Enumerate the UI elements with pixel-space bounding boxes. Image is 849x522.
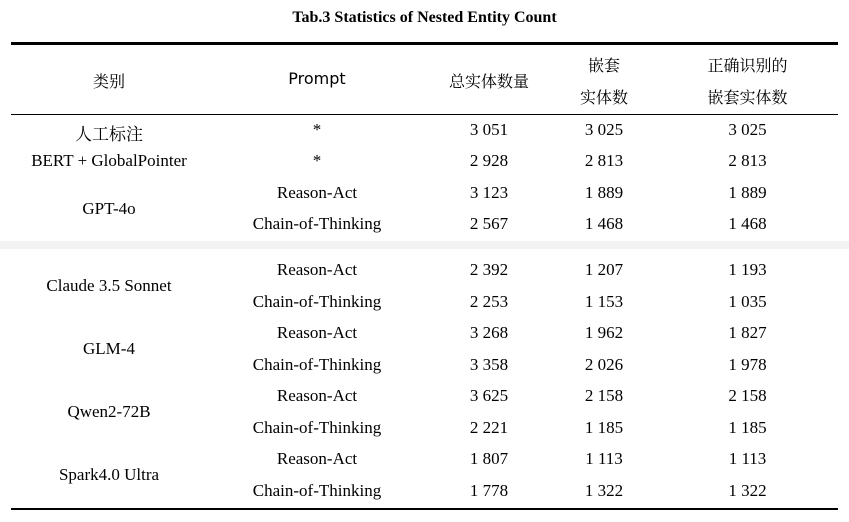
prompt-cell: Chain-of-Thinking	[252, 355, 382, 374]
total-cell: 3 625	[469, 386, 509, 405]
nested-cell: 2 158	[584, 386, 624, 405]
group-name: GPT-4o	[82, 199, 136, 218]
header-correct-nested-line1: 正确识别的	[707, 56, 788, 75]
nested-cell: 1 113	[585, 449, 623, 468]
correct-cell: 2 158	[728, 386, 767, 405]
correct-cell: 1 193	[728, 260, 767, 279]
nested-cell: 2 026	[584, 355, 624, 374]
top-rule	[11, 42, 838, 45]
correct-cell: 1 889	[728, 183, 767, 202]
header-nested-line2: 实体数	[579, 88, 628, 107]
prompt-cell: *	[312, 151, 322, 170]
nested-cell: 1 185	[584, 418, 624, 437]
nested-cell: 3 025	[584, 120, 624, 139]
correct-cell: 1 113	[728, 449, 767, 468]
prompt-cell: Chain-of-Thinking	[252, 418, 382, 437]
page-break	[0, 241, 849, 249]
group-name: BERT + GlobalPointer	[31, 151, 187, 170]
correct-cell: 1 322	[728, 481, 767, 500]
prompt-cell: Reason-Act	[276, 386, 358, 405]
total-cell: 3 123	[469, 183, 509, 202]
header-nested-line1: 嵌套	[587, 56, 620, 75]
nested-cell: 1 207	[584, 260, 624, 279]
group-name: 人工标注	[75, 125, 143, 144]
header-rule	[11, 114, 838, 115]
total-cell: 2 253	[469, 292, 509, 311]
correct-cell: 2 813	[728, 151, 767, 170]
bottom-rule	[11, 508, 838, 510]
group-name: Spark4.0 Ultra	[58, 465, 160, 484]
header-total-entities: 总实体数量	[448, 72, 529, 91]
total-cell: 2 392	[469, 260, 509, 279]
group-name: Claude 3.5 Sonnet	[46, 276, 172, 295]
correct-cell: 3 025	[728, 120, 767, 139]
prompt-cell: Reason-Act	[276, 449, 358, 468]
header-correct-nested-line2: 嵌套实体数	[707, 88, 788, 107]
prompt-cell: Reason-Act	[276, 183, 358, 202]
prompt-cell: Reason-Act	[276, 260, 358, 279]
total-cell: 3 051	[469, 120, 509, 139]
prompt-cell: Chain-of-Thinking	[252, 292, 382, 311]
nested-cell: 2 813	[584, 151, 624, 170]
prompt-cell: Reason-Act	[276, 323, 358, 342]
nested-cell: 1 153	[584, 292, 624, 311]
prompt-cell: Chain-of-Thinking	[252, 214, 382, 233]
nested-cell: 1 889	[584, 183, 624, 202]
header-category: 类别	[92, 72, 125, 91]
correct-cell: 1 827	[728, 323, 767, 342]
header-prompt: Prompt	[288, 69, 346, 88]
nested-cell: 1 322	[584, 481, 624, 500]
total-cell: 3 358	[469, 355, 509, 374]
total-cell: 2 928	[469, 151, 509, 170]
correct-cell: 1 185	[728, 418, 767, 437]
total-cell: 1 807	[469, 449, 509, 468]
nested-cell: 1 468	[584, 214, 624, 233]
prompt-cell: Chain-of-Thinking	[252, 481, 382, 500]
total-cell: 2 567	[469, 214, 509, 233]
prompt-cell: *	[312, 120, 322, 139]
table-title: Tab.3 Statistics of Nested Entity Count	[292, 9, 557, 26]
total-cell: 2 221	[469, 418, 509, 437]
group-name: Qwen2-72B	[67, 402, 151, 421]
correct-cell: 1 035	[728, 292, 767, 311]
correct-cell: 1 468	[728, 214, 767, 233]
total-cell: 3 268	[469, 323, 509, 342]
total-cell: 1 778	[469, 481, 509, 500]
nested-cell: 1 962	[584, 323, 624, 342]
group-name: GLM-4	[83, 339, 135, 358]
correct-cell: 1 978	[728, 355, 767, 374]
